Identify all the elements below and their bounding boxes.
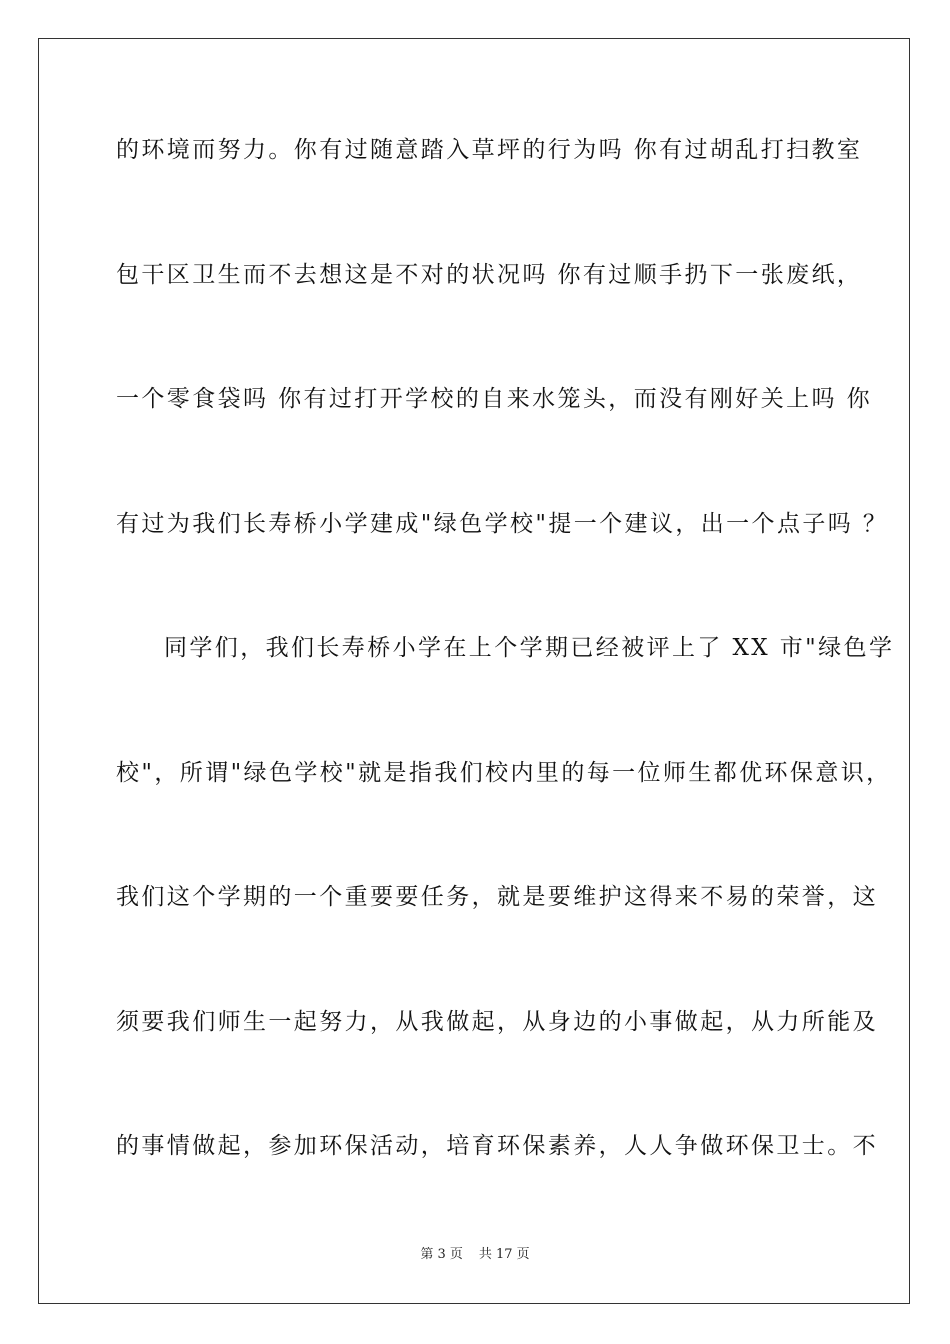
body-text-line-3: 一个零食袋吗 你有过打开学校的自来水笼头，而没有刚好关上吗 你 <box>116 386 873 412</box>
body-text-line-6: 校"，所谓"绿色学校"就是指我们校内里的每一位师生都优环保意识， <box>116 760 892 786</box>
body-text-line-7: 我们这个学期的一个重要要任务，就是要维护这得来不易的荣誉，这 <box>116 884 878 910</box>
body-text-line-4: 有过为我们长寿桥小学建成"绿色学校"提一个建议，出一个点子吗 ？ <box>116 511 889 537</box>
page-total: 共 17 页 <box>478 1247 530 1262</box>
paragraph-start-line: 同学们，我们长寿桥小学在上个学期已经被评上了 XX 市"绿色学 <box>164 635 895 661</box>
body-text-line-9: 的事情做起，参加环保活动，培育环保素养，人人争做环保卫士。不 <box>116 1133 878 1159</box>
page-border <box>38 38 910 1304</box>
body-text-line-1: 的环境而努力。你有过随意踏入草坪的行为吗 你有过胡乱打扫教室 <box>116 137 863 163</box>
body-text-line-2: 包干区卫生而不去想这是不对的状况吗 你有过顺手扔下一张废纸， <box>116 262 863 288</box>
body-text-line-8: 须要我们师生一起努力，从我做起，从身边的小事做起，从力所能及 <box>116 1009 878 1035</box>
page-footer <box>0 1247 950 1263</box>
page-number: 第 3 页 <box>420 1247 463 1262</box>
